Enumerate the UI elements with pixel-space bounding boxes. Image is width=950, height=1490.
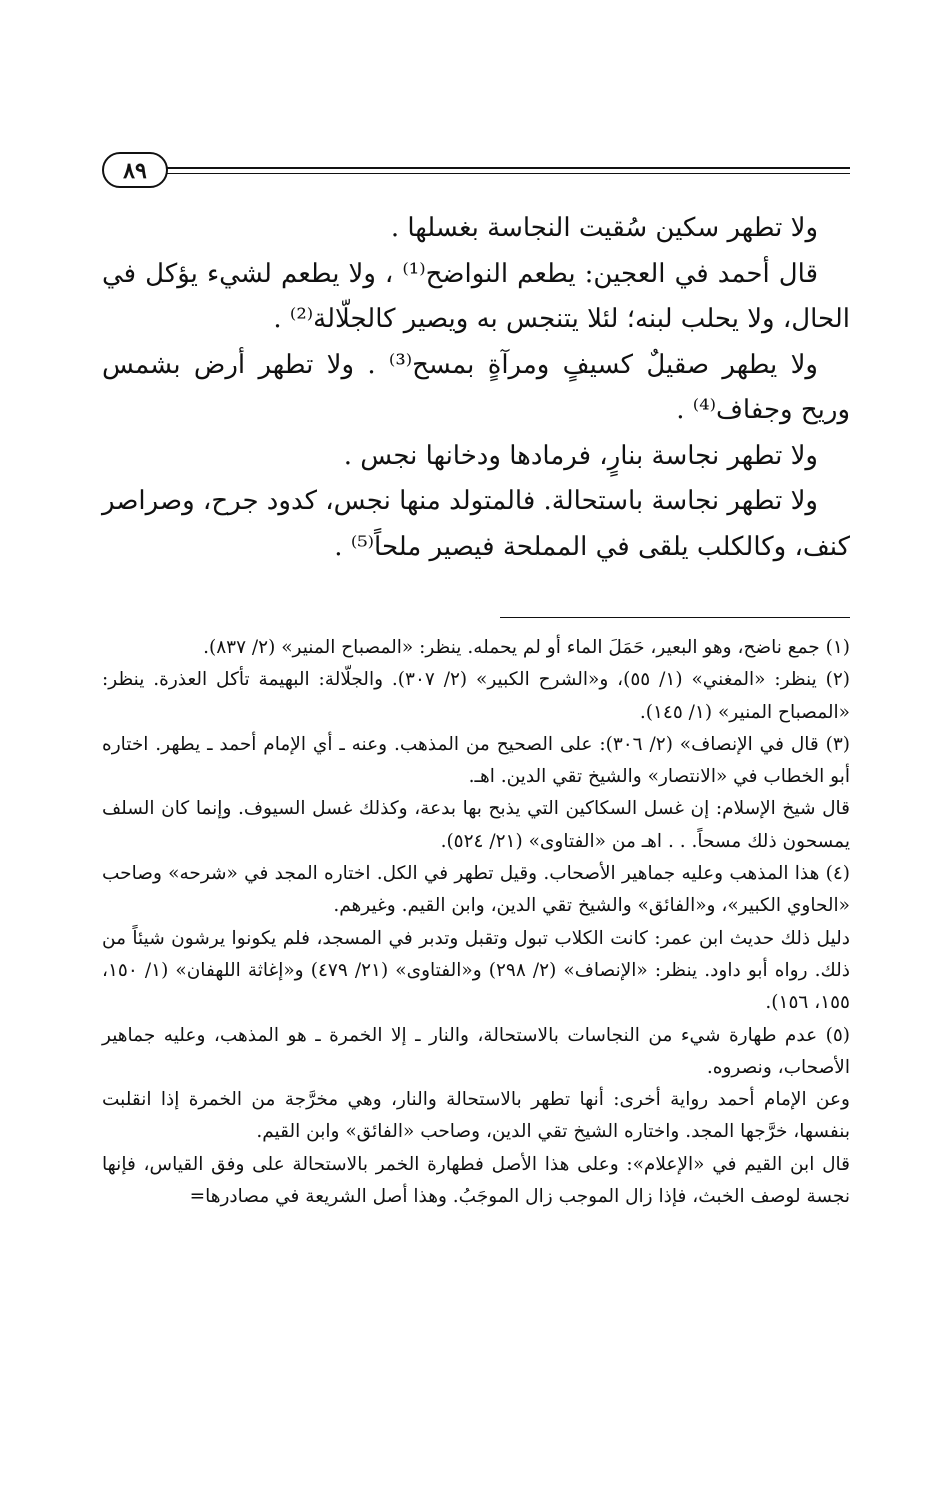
main-paragraph-3: ولا يطهر صقيلٌ كسيفٍ ومرآةٍ بمسح⁽³⁾ . ولا تطهر أرض بشمس وريح وجفاف⁽⁴⁾ . bbox=[102, 349, 850, 425]
footnote-3-continued: قال شيخ الإسلام: إن غسل السكاكين التي يذبح بها بدعة، وكذلك غسل السيوف. وإنما كان السلف يمسحون ذلك مسحاً. . . اهـ من «الفتاوى» (٢١/ ٥٢٤). bbox=[102, 798, 850, 852]
main-paragraph-5: ولا تطهر نجاسة باستحالة. فالمتولد منها نجس، كدود جرح، وصراصر كنف، وكالكلب يلقى في المملحة فيصير ملحاً⁽⁵⁾ . bbox=[102, 486, 850, 562]
footnote-3: (٣) قال في الإنصاف» (٢/ ٣٠٦): على الصحيح من المذهب. وعنه ـ أي الإمام أحمد ـ يطهر. اختاره أبو الخطاب في «الانتصار» والشيخ تقي الدين. اهـ. bbox=[102, 733, 850, 788]
main-paragraph-2: قال أحمد في العجين: يطعم النواضح⁽¹⁾ ، ولا يطعم لشيء يؤكل في الحال، ولا يحلب لبنه؛ لئلا يتنجس به ويصير كالجلّالة⁽²⁾ . bbox=[102, 258, 850, 334]
main-paragraph-1: ولا تطهر سكين سُقيت النجاسة بغسلها . bbox=[390, 213, 818, 243]
header-rule bbox=[166, 167, 850, 169]
header-rule-thin bbox=[166, 173, 850, 174]
footnote-2: (٢) ينظر: «المغني» (١/ ٥٥)، و«الشرح الكبير» (٢/ ٣٠٧). والجلّالة: البهيمة تأكل العذرة. ينظر: «المصباح المنير» (١/ ١٤٥). bbox=[102, 669, 850, 723]
page-number: ٨٩ bbox=[102, 152, 168, 188]
footnotes bbox=[102, 632, 850, 1213]
footnote-5-continued-b: قال ابن القيم في «الإعلام»: وعلى هذا الأصل فطهارة الخمر بالاستحالة على وفق القياس، فإنها نجسة لوصف الخبث، فإذا زال الموجب زال الموجَبُ. وهذا أصل الشريعة في مصادرها= bbox=[102, 1153, 850, 1208]
footnote-1: (١) جمع ناضح، وهو البعير، حَمَلَ الماء أو لم يحمله. ينظر: «المصباح المنير» (٢/ ٨٣٧). bbox=[203, 637, 850, 658]
footnote-separator bbox=[500, 617, 850, 618]
footnote-4-continued: دليل ذلك حديث ابن عمر: كانت الكلاب تبول وتقبل وتدبر في المسجد، فلم يكونوا يرشون شيئاً من ذلك. رواه أبو داود. ينظر: «الإنصاف» (٢/ ٢٩٨) و«الفتاوى» (٢١/ ٤٧٩) و«إغاثة اللهفان» (١/ ١٥٠، ١٥٥، ١٥٦). bbox=[102, 927, 850, 1014]
footnote-5-continued-a: وعن الإمام أحمد رواية أخرى: أنها تطهر بالاستحالة والنار، وهي مخرَّجة من الخمرة إذا انقلبت بنفسها، خرَّجها المجد. واختاره الشيخ تقي الدين، وصاحب «الفائق» وابن القيم. bbox=[102, 1089, 850, 1143]
footnote-5: (٥) عدم طهارة شيء من النجاسات بالاستحالة، والنار ـ إلا الخمرة ـ هو المذهب، وعليه جماهير الأصحاب، ونصروه. bbox=[102, 1024, 850, 1078]
main-text bbox=[102, 206, 850, 570]
footnote-4: (٤) هذا المذهب وعليه جماهير الأصحاب. وقيل تطهر في الكل. اختاره المجد في «شرحه» وصاحب «الحاوي الكبير»، و«الفائق» والشيخ تقي الدين، وابن القيم. وغيرهم. bbox=[102, 863, 850, 917]
main-paragraph-4: ولا تطهر نجاسة بنارٍ، فرمادها ودخانها نجس . bbox=[343, 440, 818, 471]
page-header bbox=[102, 152, 850, 192]
